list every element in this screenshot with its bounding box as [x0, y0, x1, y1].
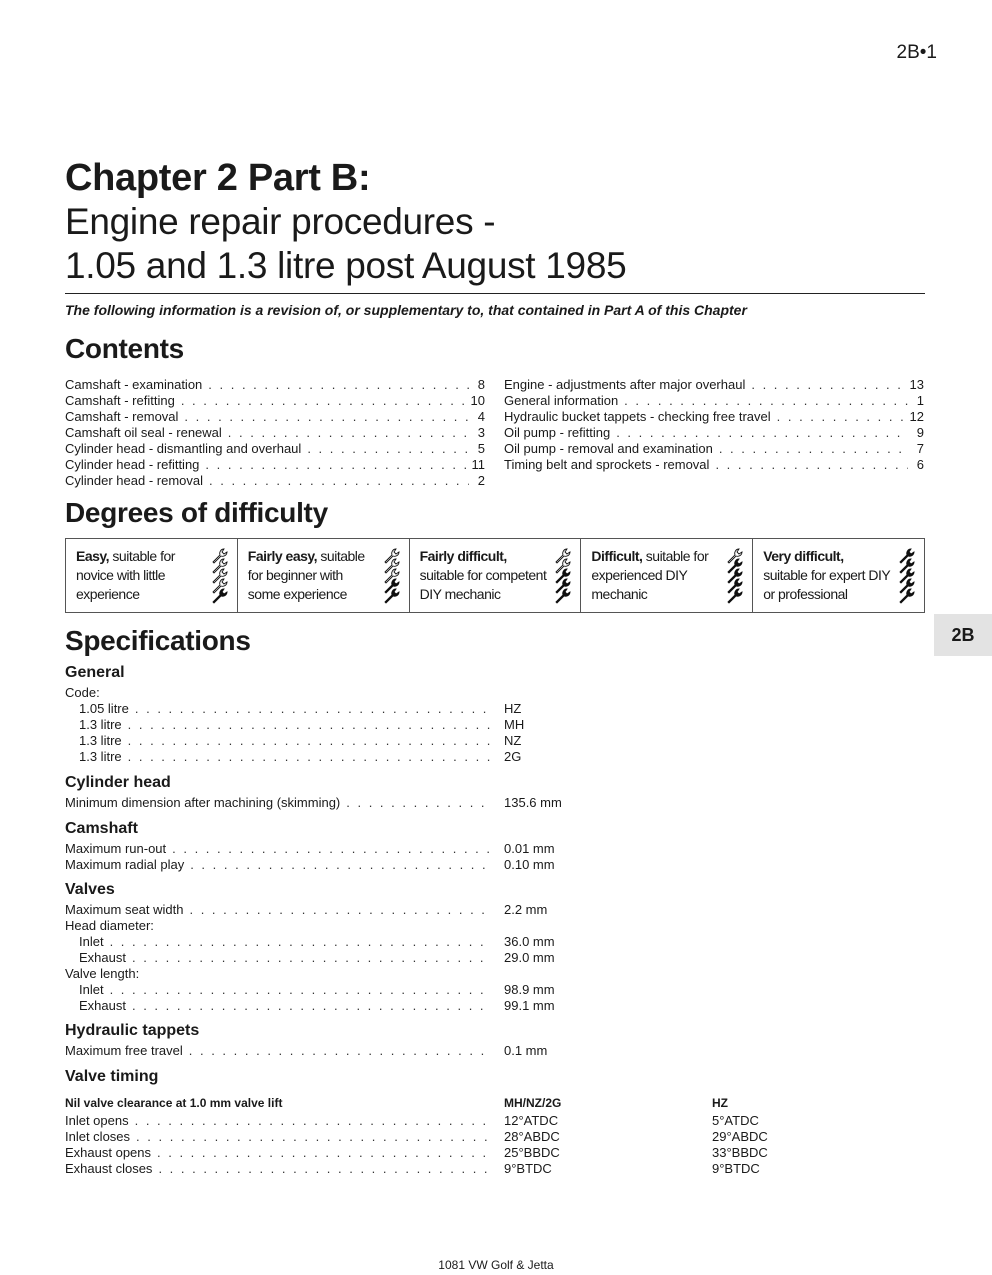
leader-dots [136, 1129, 490, 1145]
leader-dots [181, 393, 467, 409]
contents-item-label: General information [504, 393, 619, 408]
wrench-rating-icon [896, 547, 918, 605]
spec-row [65, 966, 712, 982]
leader-dots [135, 701, 490, 717]
spec-row [65, 934, 712, 950]
spec-label: Minimum dimension after machining (skimming) [65, 795, 341, 810]
spec-value: 98.9 mm [504, 982, 555, 997]
spec-valves [65, 881, 712, 1014]
spec-label: 1.05 litre [79, 701, 129, 716]
spec-row [65, 795, 712, 811]
difficulty-line: experience [76, 586, 140, 602]
leader-dots [208, 377, 469, 393]
spec-row [65, 982, 712, 998]
difficulty-line: mechanic [591, 586, 648, 602]
page-footer: 1081 VW Golf & Jetta [438, 1258, 554, 1272]
contents-item [504, 377, 924, 393]
valve-timing-value-mh-nz-2g: 12°ATDC [504, 1113, 559, 1128]
contents-item [504, 393, 924, 409]
spec-row [65, 902, 712, 918]
leader-dots [189, 1043, 490, 1059]
contents-item [65, 441, 485, 457]
difficulty-line: some experience [247, 586, 347, 602]
contents-item-section: 13 [909, 377, 924, 392]
contents-item-section: 7 [916, 441, 924, 456]
spec-label-cell [65, 749, 490, 765]
valve-timing-value-hz: 5°ATDC [712, 1113, 759, 1128]
spec-row [65, 749, 712, 765]
spec-label-cell [65, 857, 490, 873]
contents-item-section: 8 [477, 377, 485, 392]
difficulty-level-name: Easy, [76, 548, 110, 564]
contents-item-label: Hydraulic bucket tappets - checking free travel [504, 409, 771, 424]
spec-valve-timing [65, 1068, 832, 1177]
difficulty-level-desc: suitable for [109, 548, 175, 564]
wrench-rating-icon [381, 547, 403, 605]
leader-dots [624, 393, 908, 409]
leader-dots [228, 425, 469, 441]
spec-label: 1.3 litre [79, 733, 122, 748]
contents-item-section: 12 [909, 409, 924, 424]
spec-label: Inlet opens [65, 1113, 129, 1128]
valve-timing-value-hz: 33°BBDC [712, 1145, 768, 1160]
difficulty-level-name: Fairly easy, [247, 548, 318, 564]
difficulty-level [66, 539, 237, 612]
spec-label: Maximum radial play [65, 857, 185, 872]
leader-dots [307, 441, 469, 457]
spec-label-cell [65, 1161, 490, 1177]
contents-left-column [65, 377, 485, 489]
spec-camshaft [65, 820, 712, 873]
contents-item-section: 5 [477, 441, 485, 456]
spec-row [65, 950, 712, 966]
difficulty-level-desc: suitable [317, 548, 365, 564]
spec-label-cell [65, 717, 490, 733]
chapter-title-block [65, 156, 925, 288]
spec-row [65, 733, 712, 749]
contents-item [65, 377, 485, 393]
leader-dots [209, 473, 469, 489]
difficulty-line: novice with little [76, 567, 166, 583]
contents-item [65, 457, 485, 473]
leader-dots [190, 857, 490, 873]
contents-item [504, 457, 924, 473]
difficulty-line: suitable for expert DIY [763, 567, 891, 583]
leader-dots [157, 1145, 490, 1161]
leader-dots [715, 457, 908, 473]
contents-item-label: Timing belt and sprockets - removal [504, 457, 710, 472]
difficulty-level [409, 539, 581, 612]
leader-dots [158, 1161, 490, 1177]
spec-value: 99.1 mm [504, 998, 555, 1013]
leader-dots [719, 441, 908, 457]
page-number: 2B•1 [896, 42, 937, 63]
leader-dots [135, 1113, 490, 1129]
valve-timing-header-label: Nil valve clearance at 1.0 mm valve lift [65, 1096, 283, 1110]
difficulty-line: DIY mechanic [419, 586, 501, 602]
spec-row [65, 998, 712, 1014]
difficulty-level-name: Very difficult, [763, 548, 844, 564]
contents-item-label: Camshaft - refitting [65, 393, 175, 408]
chapter-title: Chapter 2 Part B: [65, 157, 371, 199]
spec-label-cell [65, 1145, 490, 1161]
spec-value: 36.0 mm [504, 934, 555, 949]
code-label: Code: [65, 685, 100, 700]
spec-label: 1.3 litre [79, 749, 122, 764]
difficulty-level-name: Fairly difficult, [419, 548, 507, 564]
leader-dots [777, 409, 906, 425]
spec-row [65, 841, 712, 857]
contents-item-section: 9 [916, 425, 924, 440]
spec-label: Valve length: [65, 966, 140, 981]
spec-label-cell [65, 701, 490, 717]
spec-label: Exhaust [79, 950, 126, 965]
contents-item-section: 11 [471, 457, 485, 472]
spec-valves-heading: Valves [65, 881, 115, 898]
contents-item-section: 1 [916, 393, 924, 408]
spec-label: Maximum run-out [65, 841, 167, 856]
spec-label: Inlet [79, 982, 104, 997]
difficulty-line: or professional [763, 586, 848, 602]
leader-dots [128, 717, 490, 733]
difficulty-heading: Degrees of difficulty [65, 497, 328, 528]
spec-label-cell [65, 841, 490, 857]
section-tab: 2B [934, 614, 992, 656]
contents-item-section: 3 [477, 425, 485, 440]
contents-heading: Contents [65, 333, 184, 364]
contents-item [65, 393, 485, 409]
spec-label-cell [65, 733, 490, 749]
intro-note: The following information is a revision of, or supplementary to, that contained in Part A of this Chapter [65, 302, 747, 318]
spec-value: 135.6 mm [504, 795, 562, 810]
valve-timing-value-mh-nz-2g: 28°ABDC [504, 1129, 560, 1144]
spec-label: Exhaust closes [65, 1161, 153, 1176]
spec-label: Maximum seat width [65, 902, 184, 917]
leader-dots [172, 841, 490, 857]
spec-label: Maximum free travel [65, 1043, 183, 1058]
leader-dots [616, 425, 908, 441]
spec-label-cell [65, 1113, 490, 1129]
spec-cylinder-head-heading: Cylinder head [65, 774, 171, 791]
contents-item [504, 425, 924, 441]
contents-item-label: Engine - adjustments after major overhaul [504, 377, 746, 392]
valve-timing-value-mh-nz-2g: 9°BTDC [504, 1161, 552, 1176]
contents-item [65, 425, 485, 441]
difficulty-table [65, 538, 925, 613]
contents-item [504, 409, 924, 425]
wrench-rating-icon [724, 547, 746, 605]
valve-timing-col1-header: MH/NZ/2G [504, 1096, 562, 1110]
contents-item-label: Camshaft - examination [65, 377, 203, 392]
spec-label: Inlet closes [65, 1129, 131, 1144]
spec-label: Head diameter: [65, 918, 154, 933]
difficulty-line: experienced DIY [591, 567, 688, 583]
spec-row [65, 857, 712, 873]
spec-value: NZ [504, 733, 522, 748]
valve-timing-value-hz: 9°BTDC [712, 1161, 760, 1176]
contents-item-label: Oil pump - refitting [504, 425, 611, 440]
wrench-rating-icon [209, 547, 231, 605]
contents-item-label: Cylinder head - refitting [65, 457, 200, 472]
difficulty-level [580, 539, 752, 612]
spec-label-cell [65, 795, 490, 811]
spec-value: 0.01 mm [504, 841, 555, 856]
contents-item [504, 441, 924, 457]
valve-timing-row [65, 1161, 832, 1177]
difficulty-line: for beginner with [247, 567, 343, 583]
spec-row [65, 717, 712, 733]
valve-timing-header-row [65, 1095, 832, 1111]
contents-item-label: Camshaft - removal [65, 409, 179, 424]
spec-label: 1.3 litre [79, 717, 122, 732]
spec-row [65, 685, 712, 701]
valve-timing-row [65, 1129, 832, 1145]
valve-timing-col2-header: HZ [712, 1096, 728, 1110]
spec-valve-timing-heading: Valve timing [65, 1068, 159, 1085]
spec-label-cell [65, 1129, 490, 1145]
chapter-subtitle-line1: Engine repair procedures - [65, 201, 496, 242]
specifications-heading: Specifications [65, 625, 251, 656]
spec-hydraulic-tappets [65, 1022, 712, 1059]
spec-general-heading: General [65, 664, 125, 681]
contents-item-label: Oil pump - removal and examination [504, 441, 713, 456]
difficulty-level [237, 539, 409, 612]
contents-item-section: 4 [477, 409, 485, 424]
contents-right-column [504, 377, 924, 473]
difficulty-line: suitable for competent [419, 567, 547, 583]
spec-value: 2G [504, 749, 522, 764]
difficulty-level-desc: suitable for [642, 548, 709, 564]
spec-hydraulic-tappets-heading: Hydraulic tappets [65, 1022, 200, 1039]
contents-item [65, 409, 485, 425]
spec-value: HZ [504, 701, 522, 716]
spec-value: 29.0 mm [504, 950, 555, 965]
spec-value: 0.10 mm [504, 857, 555, 872]
spec-row [65, 1043, 712, 1059]
contents-item-section: 6 [916, 457, 924, 472]
contents-item-label: Cylinder head - removal [65, 473, 204, 488]
contents-item-section: 10 [470, 393, 485, 408]
leader-dots [205, 457, 467, 473]
spec-label: Exhaust opens [65, 1145, 152, 1160]
contents-item-label: Camshaft oil seal - renewal [65, 425, 222, 440]
difficulty-level-name: Difficult, [591, 548, 643, 564]
valve-timing-row [65, 1145, 832, 1161]
spec-label-cell [65, 1043, 490, 1059]
spec-label: Inlet [79, 934, 104, 949]
valve-timing-value-mh-nz-2g: 25°BBDC [504, 1145, 560, 1160]
valve-timing-row [65, 1113, 832, 1129]
leader-dots [346, 795, 490, 811]
wrench-rating-icon [552, 547, 574, 605]
spec-cylinder-head [65, 774, 712, 811]
spec-general [65, 664, 712, 765]
contents-item-section: 2 [477, 473, 485, 488]
difficulty-level [752, 539, 924, 612]
valve-timing-value-hz: 29°ABDC [712, 1129, 768, 1144]
leader-dots [184, 409, 469, 425]
spec-value: MH [504, 717, 525, 732]
leader-dots [128, 733, 490, 749]
spec-label: Exhaust [79, 998, 126, 1013]
leader-dots [128, 749, 490, 765]
contents-item-label: Cylinder head - dismantling and overhaul [65, 441, 302, 456]
leader-dots [751, 377, 905, 393]
spec-row [65, 918, 712, 934]
spec-value: 0.1 mm [504, 1043, 548, 1058]
spec-camshaft-heading: Camshaft [65, 820, 138, 837]
title-divider [65, 293, 925, 294]
spec-row [65, 701, 712, 717]
chapter-subtitle-line2: 1.05 and 1.3 litre post August 1985 [65, 245, 627, 286]
contents-item [65, 473, 485, 489]
spec-value: 2.2 mm [504, 902, 548, 917]
